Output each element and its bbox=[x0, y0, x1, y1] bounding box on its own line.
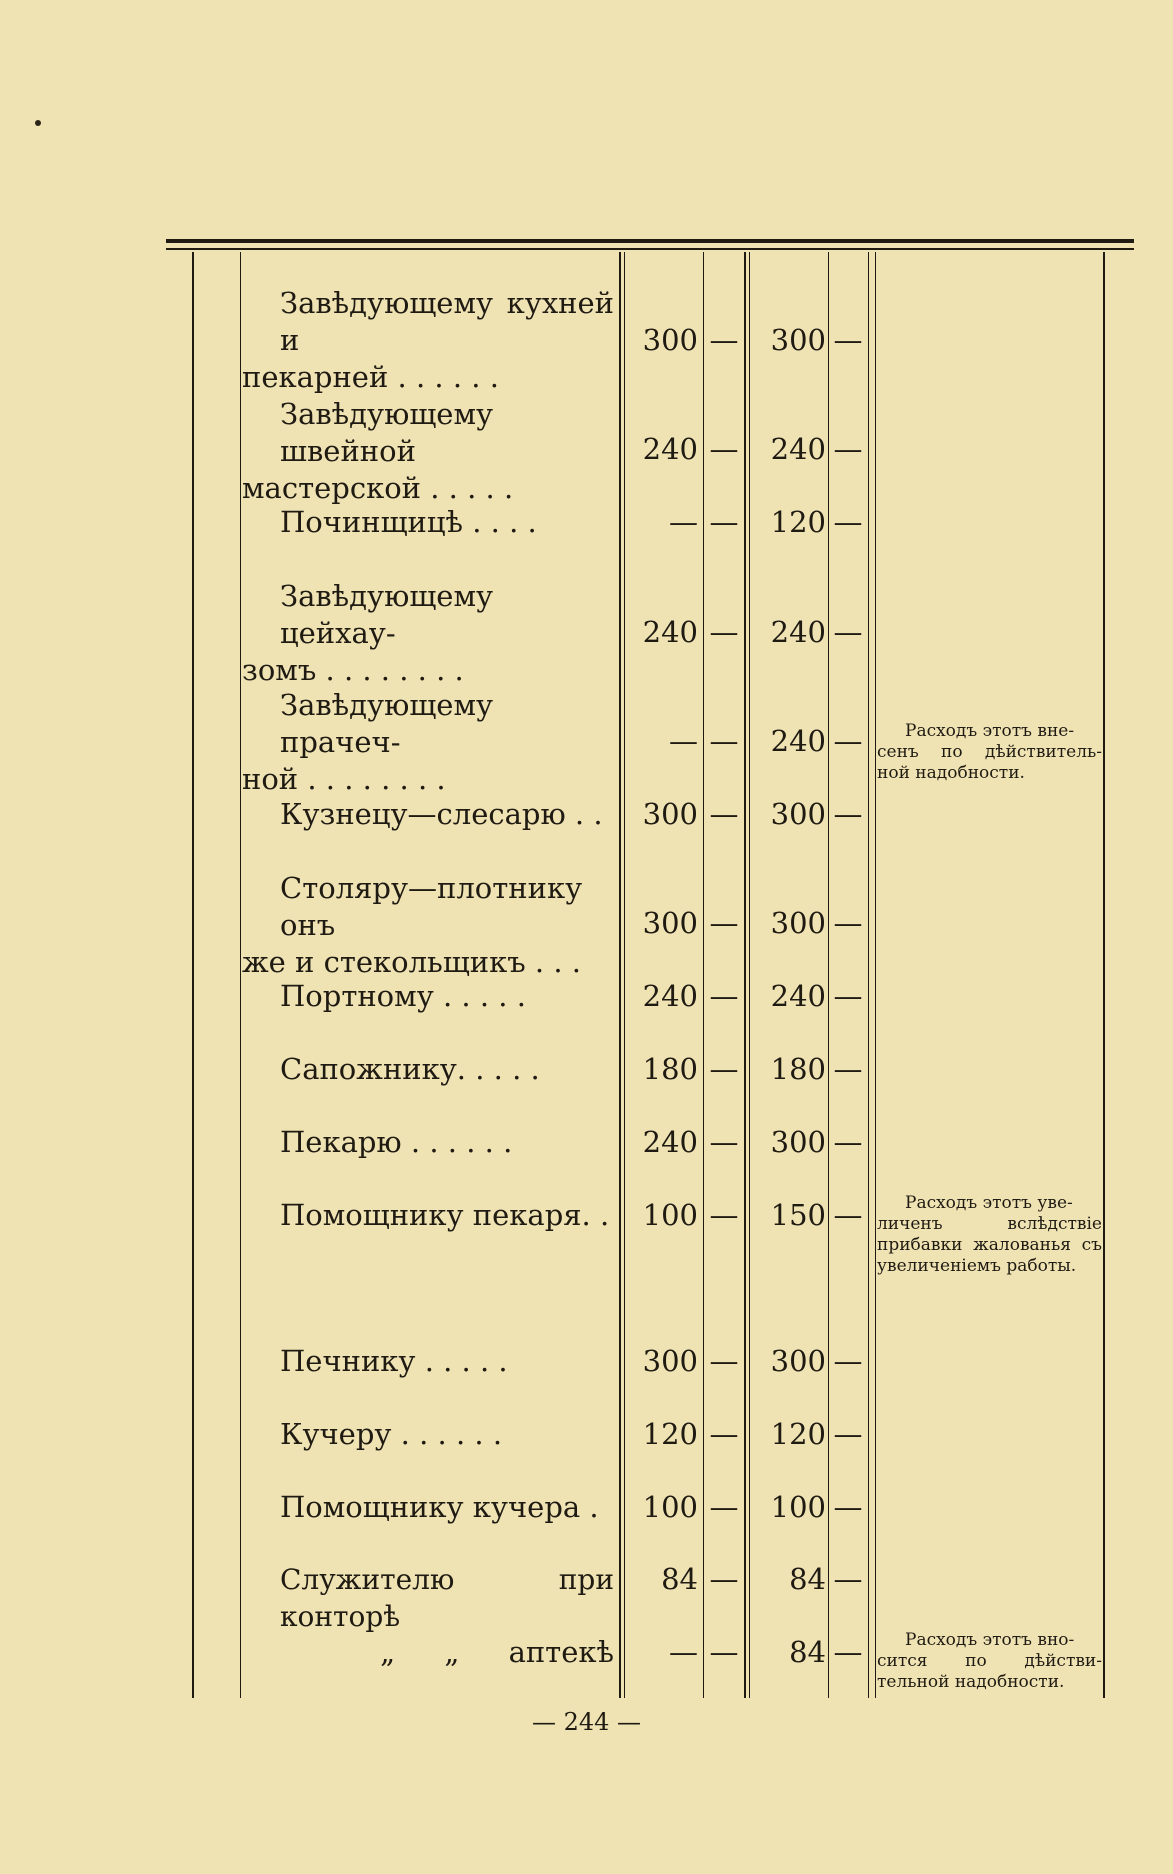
kopeks-old: — bbox=[709, 615, 739, 649]
amount-old: 300 bbox=[642, 1344, 698, 1378]
kopeks-old: — bbox=[709, 1635, 739, 1669]
row-label: Печнику . . . . . bbox=[280, 1344, 508, 1378]
row-label: Починщицѣ . . . . bbox=[280, 505, 537, 539]
kopeks-old: — bbox=[709, 1490, 739, 1524]
header-rule-thin bbox=[166, 248, 1134, 250]
kopeks-new: — bbox=[833, 505, 863, 539]
row-label: „ „ аптекѣ bbox=[380, 1635, 614, 1669]
amount-old: 300 bbox=[642, 323, 698, 357]
kopeks-new: — bbox=[833, 1417, 863, 1451]
amount-old: 84 bbox=[661, 1562, 698, 1596]
kopeks-old: — bbox=[709, 1417, 739, 1451]
kopeks-new: — bbox=[833, 724, 863, 758]
header-rule-thick bbox=[166, 239, 1134, 243]
amount-new: 240 bbox=[770, 724, 826, 758]
row-label: Служителю при конторѣ bbox=[280, 1563, 614, 1633]
row-label-line2: пекарней . . . . . . bbox=[242, 360, 499, 394]
kopeks-new: — bbox=[833, 1125, 863, 1159]
amount-old: 240 bbox=[642, 1125, 698, 1159]
amount-old: — bbox=[669, 1635, 698, 1669]
kopeks-old: — bbox=[709, 1198, 739, 1232]
speck bbox=[35, 120, 41, 126]
row-label-line1: Завѣдующему кухней и bbox=[280, 286, 614, 357]
row-label-line1: Столяру—плотнику онъ bbox=[280, 871, 583, 942]
row-label bbox=[242, 578, 614, 689]
amount-new: 120 bbox=[770, 1417, 826, 1451]
remark-note bbox=[877, 1630, 1102, 1693]
kopeks-new: — bbox=[833, 1562, 863, 1596]
page-number: — 244 — bbox=[531, 1708, 642, 1736]
row-label bbox=[242, 285, 614, 396]
amount-new: 100 bbox=[770, 1490, 826, 1524]
kopeks-new: — bbox=[833, 1198, 863, 1232]
amount-new: 84 bbox=[789, 1635, 826, 1669]
remark-note bbox=[877, 721, 1102, 784]
kopeks-new: — bbox=[833, 1344, 863, 1378]
amount-old: 100 bbox=[642, 1490, 698, 1524]
remark-text: сится по дѣйстви- тельной надобности. bbox=[877, 1651, 1102, 1692]
amount-old: 100 bbox=[642, 1198, 698, 1232]
amount-new: 150 bbox=[770, 1198, 826, 1232]
row-label-line1: Завѣдующему прачеч- bbox=[280, 688, 494, 759]
remark-text: личенъ вслѣдствіе прибавки жалованья съ увеличеніемъ работы. bbox=[877, 1214, 1102, 1276]
remark-first-line: Расходъ этотъ вно- bbox=[905, 1630, 1075, 1650]
amount-old: 300 bbox=[642, 906, 698, 940]
row-label bbox=[242, 870, 614, 981]
amount-old: — bbox=[669, 724, 698, 758]
row-label: Помощнику кучера . bbox=[280, 1490, 599, 1524]
kopeks-old: — bbox=[709, 432, 739, 466]
kopeks-old: — bbox=[709, 1562, 739, 1596]
amount-old: 300 bbox=[642, 797, 698, 831]
column-rule bbox=[744, 252, 746, 1698]
row-label-line1: Завѣдующему цейхау- bbox=[280, 579, 494, 650]
amount-new: 300 bbox=[770, 1344, 826, 1378]
column-rule bbox=[875, 252, 876, 1698]
column-rule bbox=[749, 252, 750, 1698]
kopeks-old: — bbox=[709, 724, 739, 758]
column-rule bbox=[868, 252, 869, 1698]
amount-old: 240 bbox=[642, 979, 698, 1013]
column-rule bbox=[240, 252, 241, 1698]
amount-new: 300 bbox=[770, 797, 826, 831]
kopeks-new: — bbox=[833, 906, 863, 940]
amount-old: 180 bbox=[642, 1052, 698, 1086]
kopeks-old: — bbox=[709, 979, 739, 1013]
kopeks-new: — bbox=[833, 432, 863, 466]
row-label-line1: Завѣдующему швейной bbox=[280, 397, 494, 468]
row-label-line2: мастерской . . . . . bbox=[242, 471, 514, 505]
amount-old: — bbox=[669, 505, 698, 539]
kopeks-old: — bbox=[709, 797, 739, 831]
remark-note bbox=[877, 1193, 1102, 1277]
remark-text: сенъ по дѣйствитель- ной надобности. bbox=[877, 742, 1102, 783]
row-label: Кучеру . . . . . . bbox=[280, 1417, 503, 1451]
kopeks-old: — bbox=[709, 1052, 739, 1086]
kopeks-old: — bbox=[709, 1125, 739, 1159]
kopeks-old: — bbox=[709, 906, 739, 940]
kopeks-old: — bbox=[709, 323, 739, 357]
amount-old: 120 bbox=[642, 1417, 698, 1451]
row-label bbox=[242, 687, 614, 798]
remark-first-line: Расходъ этотъ уве- bbox=[905, 1193, 1073, 1213]
amount-new: 120 bbox=[770, 505, 826, 539]
kopeks-new: — bbox=[833, 979, 863, 1013]
amount-new: 300 bbox=[770, 323, 826, 357]
amount-new: 240 bbox=[770, 432, 826, 466]
kopeks-new: — bbox=[833, 615, 863, 649]
row-label bbox=[242, 396, 614, 507]
row-label: Пекарю . . . . . . bbox=[280, 1125, 513, 1159]
kopeks-old: — bbox=[709, 505, 739, 539]
amount-new: 300 bbox=[770, 906, 826, 940]
amount-old: 240 bbox=[642, 615, 698, 649]
column-rule bbox=[828, 252, 829, 1698]
row-label: Помощнику пекаря. . bbox=[280, 1198, 610, 1232]
amount-new: 84 bbox=[789, 1562, 826, 1596]
column-rule bbox=[619, 252, 621, 1698]
amount-old: 240 bbox=[642, 432, 698, 466]
column-rule bbox=[624, 252, 625, 1698]
amount-new: 180 bbox=[770, 1052, 826, 1086]
column-rule bbox=[703, 252, 704, 1698]
column-rule bbox=[1103, 252, 1105, 1698]
row-label: Сапожнику. . . . . bbox=[280, 1052, 540, 1086]
amount-new: 240 bbox=[770, 615, 826, 649]
column-rule bbox=[192, 252, 194, 1698]
row-label: Портному . . . . . bbox=[280, 979, 526, 1013]
kopeks-new: — bbox=[833, 1490, 863, 1524]
row-label-line2: же и стекольщикъ . . . bbox=[242, 945, 582, 979]
kopeks-new: — bbox=[833, 797, 863, 831]
row-label: Кузнецу—слесарю . . bbox=[280, 797, 603, 831]
row-label-line2: зомъ . . . . . . . . bbox=[242, 653, 464, 687]
amount-new: 300 bbox=[770, 1125, 826, 1159]
kopeks-new: — bbox=[833, 1635, 863, 1669]
kopeks-new: — bbox=[833, 1052, 863, 1086]
kopeks-new: — bbox=[833, 323, 863, 357]
row-label-line2: ной . . . . . . . . bbox=[242, 762, 446, 796]
remark-first-line: Расходъ этотъ вне- bbox=[905, 721, 1075, 741]
kopeks-old: — bbox=[709, 1344, 739, 1378]
amount-new: 240 bbox=[770, 979, 826, 1013]
